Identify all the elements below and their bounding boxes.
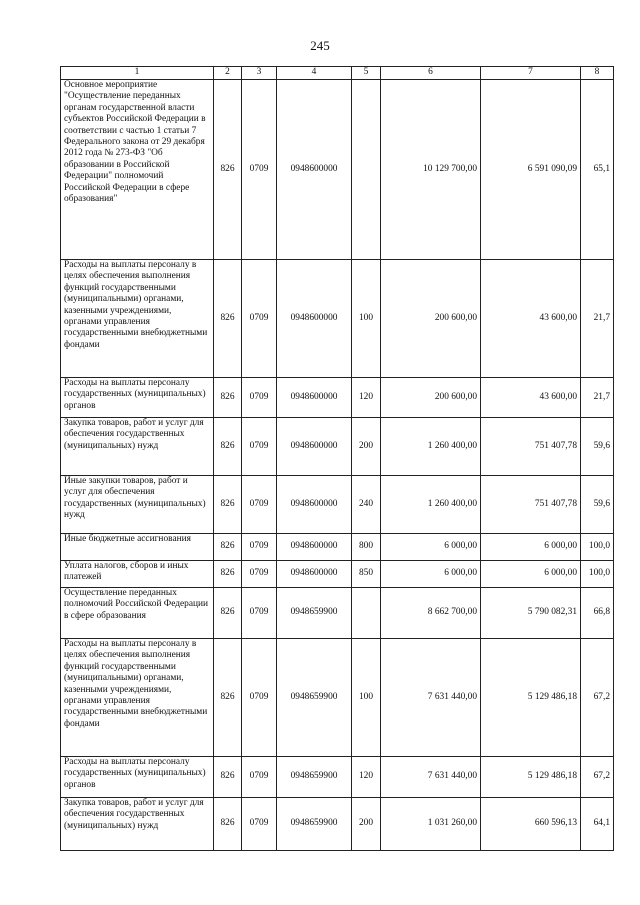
target-code: 0948659900 <box>277 757 352 798</box>
execution-percent: 59,6 <box>581 418 614 476</box>
ministry-code: 826 <box>214 757 242 798</box>
execution-percent: 67,2 <box>581 639 614 757</box>
table-row <box>61 588 614 639</box>
column-header: 5 <box>352 67 381 80</box>
table-row <box>61 639 614 757</box>
target-code: 0948600000 <box>277 80 352 260</box>
section-code: 0709 <box>242 798 277 851</box>
table-row <box>61 757 614 798</box>
ministry-code: 826 <box>214 476 242 534</box>
item-name: Закупка товаров, работ и услуг для обеспечения государственных (муниципальных) нужд <box>61 418 214 476</box>
actual-amount: 660 596,13 <box>481 798 581 851</box>
execution-percent: 64,1 <box>581 798 614 851</box>
expense-type-code: 850 <box>352 561 381 588</box>
actual-amount: 6 000,00 <box>481 534 581 561</box>
target-code: 0948600000 <box>277 260 352 378</box>
ministry-code: 826 <box>214 378 242 418</box>
actual-amount: 6 000,00 <box>481 561 581 588</box>
ministry-code: 826 <box>214 588 242 639</box>
table-row <box>61 378 614 418</box>
planned-amount: 1 260 400,00 <box>381 476 481 534</box>
expense-type-code: 800 <box>352 534 381 561</box>
expense-type-code: 100 <box>352 260 381 378</box>
item-name: Осуществление переданных полномочий Российской Федерации в сфере образования <box>61 588 214 639</box>
expense-type-code <box>352 588 381 639</box>
item-name: Расходы на выплаты персоналу в целях обеспечения выполнения функций государственными (муниципальными) органами, казенными учреждениями, органами управления государственными внебюджетными фондами <box>61 260 214 378</box>
planned-amount: 7 631 440,00 <box>381 639 481 757</box>
expense-type-code: 200 <box>352 418 381 476</box>
table-row <box>61 418 614 476</box>
table-row <box>61 561 614 588</box>
expense-type-code: 100 <box>352 639 381 757</box>
ministry-code: 826 <box>214 418 242 476</box>
actual-amount: 5 129 486,18 <box>481 639 581 757</box>
section-code: 0709 <box>242 418 277 476</box>
execution-percent: 67,2 <box>581 757 614 798</box>
section-code: 0709 <box>242 639 277 757</box>
actual-amount: 5 129 486,18 <box>481 757 581 798</box>
planned-amount: 8 662 700,00 <box>381 588 481 639</box>
item-name: Основное мероприятие "Осуществление переданных органам государственной власти субъектов Российской Федерации в соответствии с частью 1 статьи 7 Федерального закона от 29 декабря 2012 года № 273-ФЗ "Об образовании в Российской Федерации" полномочий Российской Федерации в сфере образования" <box>61 80 214 260</box>
column-header: 6 <box>381 67 481 80</box>
column-header: 2 <box>214 67 242 80</box>
section-code: 0709 <box>242 378 277 418</box>
actual-amount: 5 790 082,31 <box>481 588 581 639</box>
header-row <box>61 67 614 80</box>
execution-percent: 65,1 <box>581 80 614 260</box>
actual-amount: 751 407,78 <box>481 418 581 476</box>
section-code: 0709 <box>242 80 277 260</box>
section-code: 0709 <box>242 588 277 639</box>
planned-amount: 6 000,00 <box>381 534 481 561</box>
target-code: 0948659900 <box>277 588 352 639</box>
expense-type-code: 240 <box>352 476 381 534</box>
item-name: Расходы на выплаты персоналу в целях обеспечения выполнения функций государственными (муниципальными) органами, казенными учреждениями, органами управления государственными внебюджетными фондами <box>61 639 214 757</box>
section-code: 0709 <box>242 757 277 798</box>
ministry-code: 826 <box>214 561 242 588</box>
execution-percent: 21,7 <box>581 378 614 418</box>
budget-table <box>60 66 614 851</box>
target-code: 0948600000 <box>277 418 352 476</box>
execution-percent: 66,8 <box>581 588 614 639</box>
ministry-code: 826 <box>214 639 242 757</box>
ministry-code: 826 <box>214 260 242 378</box>
table-row <box>61 80 614 260</box>
table-row <box>61 798 614 851</box>
target-code: 0948600000 <box>277 476 352 534</box>
target-code: 0948600000 <box>277 561 352 588</box>
expense-type-code: 200 <box>352 798 381 851</box>
item-name: Иные закупки товаров, работ и услуг для обеспечения государственных (муниципальных) нужд <box>61 476 214 534</box>
ministry-code: 826 <box>214 80 242 260</box>
section-code: 0709 <box>242 534 277 561</box>
actual-amount: 43 600,00 <box>481 378 581 418</box>
item-name: Расходы на выплаты персоналу государственных (муниципальных) органов <box>61 378 214 418</box>
table-row <box>61 476 614 534</box>
ministry-code: 826 <box>214 798 242 851</box>
section-code: 0709 <box>242 476 277 534</box>
execution-percent: 59,6 <box>581 476 614 534</box>
target-code: 0948600000 <box>277 534 352 561</box>
execution-percent: 100,0 <box>581 534 614 561</box>
item-name: Закупка товаров, работ и услуг для обеспечения государственных (муниципальных) нужд <box>61 798 214 851</box>
planned-amount: 7 631 440,00 <box>381 757 481 798</box>
planned-amount: 1 260 400,00 <box>381 418 481 476</box>
target-code: 0948659900 <box>277 798 352 851</box>
planned-amount: 200 600,00 <box>381 260 481 378</box>
planned-amount: 1 031 260,00 <box>381 798 481 851</box>
expense-type-code: 120 <box>352 378 381 418</box>
actual-amount: 751 407,78 <box>481 476 581 534</box>
item-name: Иные бюджетные ассигнования <box>61 534 214 561</box>
actual-amount: 43 600,00 <box>481 260 581 378</box>
actual-amount: 6 591 090,09 <box>481 80 581 260</box>
item-name: Расходы на выплаты персоналу государственных (муниципальных) органов <box>61 757 214 798</box>
section-code: 0709 <box>242 260 277 378</box>
ministry-code: 826 <box>214 534 242 561</box>
planned-amount: 10 129 700,00 <box>381 80 481 260</box>
expense-type-code <box>352 80 381 260</box>
expense-type-code: 120 <box>352 757 381 798</box>
section-code: 0709 <box>242 561 277 588</box>
column-header: 1 <box>61 67 214 80</box>
column-header: 3 <box>242 67 277 80</box>
execution-percent: 100,0 <box>581 561 614 588</box>
table-row <box>61 534 614 561</box>
column-header: 4 <box>277 67 352 80</box>
table-row <box>61 260 614 378</box>
column-header: 7 <box>481 67 581 80</box>
target-code: 0948659900 <box>277 639 352 757</box>
column-header: 8 <box>581 67 614 80</box>
target-code: 0948600000 <box>277 378 352 418</box>
item-name: Уплата налогов, сборов и иных платежей <box>61 561 214 588</box>
execution-percent: 21,7 <box>581 260 614 378</box>
planned-amount: 200 600,00 <box>381 378 481 418</box>
planned-amount: 6 000,00 <box>381 561 481 588</box>
page-number: 245 <box>310 38 330 53</box>
